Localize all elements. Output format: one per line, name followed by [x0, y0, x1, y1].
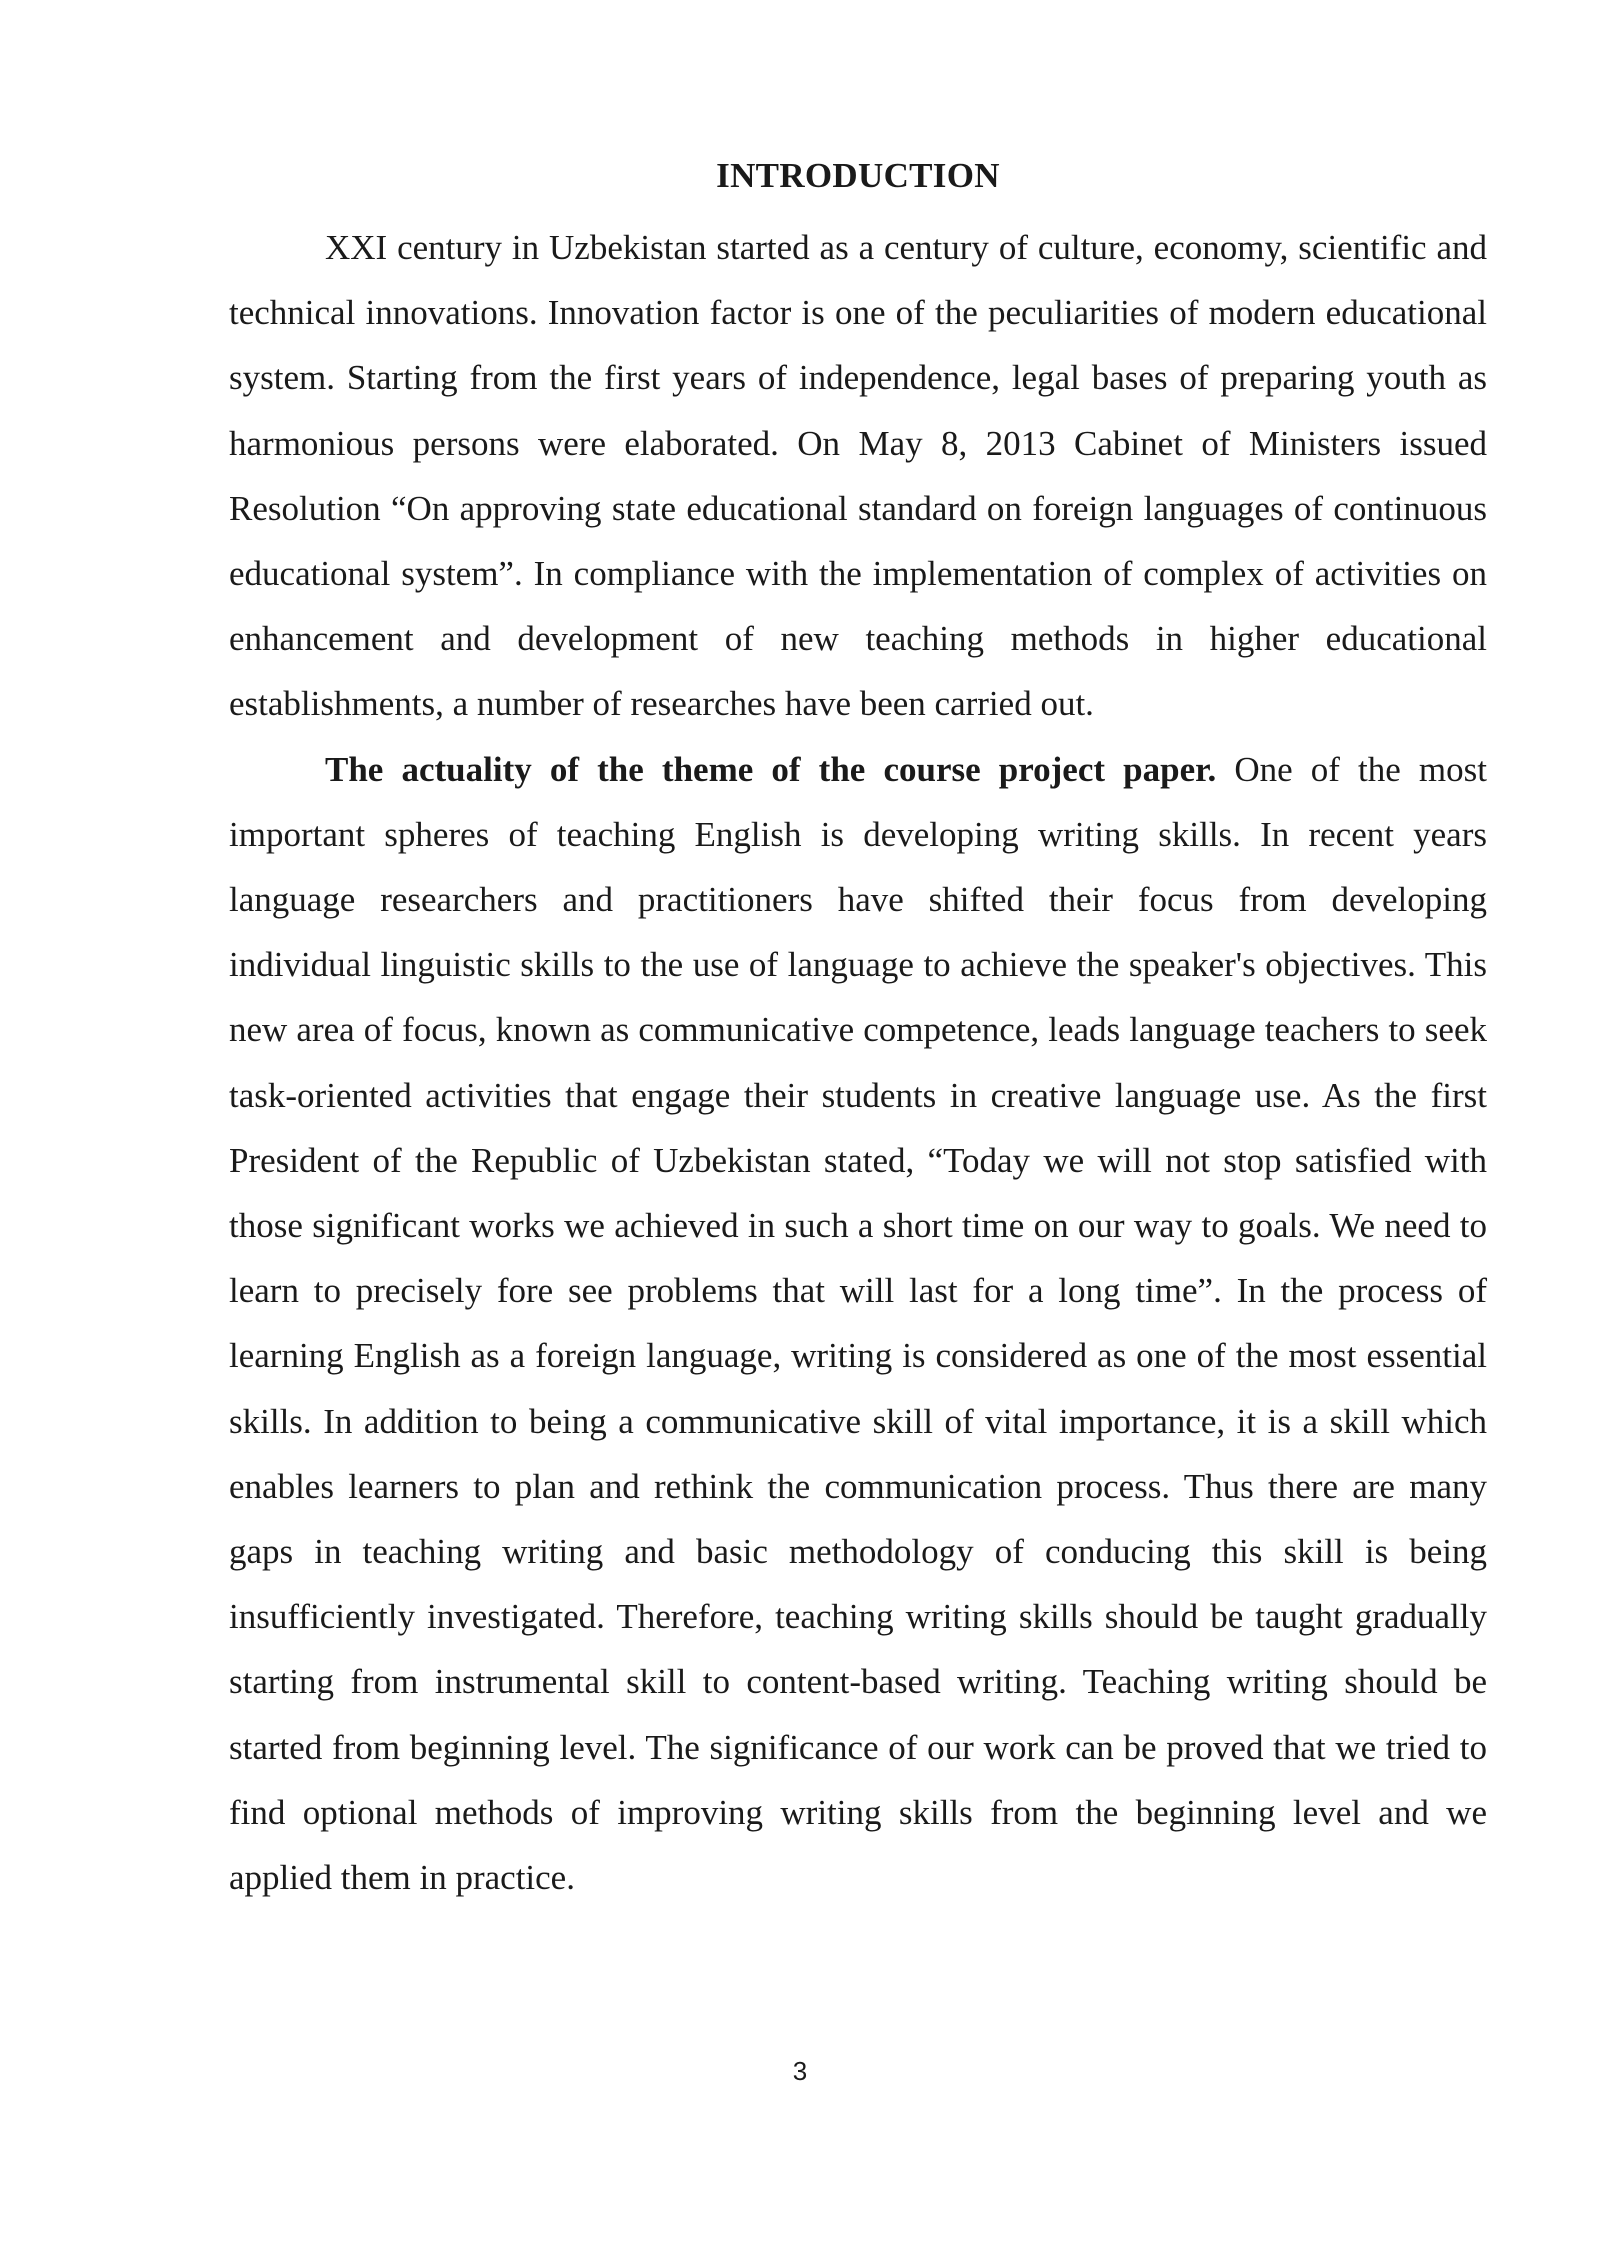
paragraph-actuality-lead: The actuality of the theme of the course project paper. — [325, 749, 1217, 789]
paragraph-intro — [229, 215, 1487, 737]
paragraph-actuality — [229, 737, 1487, 1911]
paragraph-actuality-text: One of the most important spheres of teaching English is developing writing skills. In recent years language researchers and practitioners have shifted their focus from developing individual linguistic skills to the use of language to achieve the speaker's objectives. This new area of focus, known as communicative competence, leads language teachers to seek task-oriented activities that engage their students in creative language use. As the first President of the Republic of Uzbekistan stated, “Today we will not stop satisfied with those significant works we achieved in such a short time on our way to goals. We need to learn to precisely fore see problems that will last for a long time”. In the process of learning English as a foreign language, writing is considered as one of the most essential skills. In addition to being a communicative skill of vital importance, it is a skill which enables learners to plan and rethink the communication process. Thus there are many gaps in teaching writing and basic methodology of conducing this skill is being insufficiently investigated. Therefore, teaching writing skills should be taught gradually starting from instrumental skill to content-based writing. Teaching writing should be started from beginning level. The significance of our work can be proved that we tried to find optional methods of improving writing skills from the beginning level and we applied them in practice. — [229, 749, 1488, 1898]
page-number: 3 — [792, 2056, 808, 2086]
paragraph-intro-text: XXI century in Uzbekistan started as a century of culture, economy, scientific and technical innovations. Innovation factor is one of the peculiarities of modern educational system. Starting from the first years of independence, legal bases of preparing youth as harmonious persons were elaborated. On May 8, 2013 Cabinet of Ministers issued Resolution “On approving state educational standard on foreign languages of continuous educational system”. In compliance with the implementation of complex of activities on enhancement and development of new teaching methods in higher educational establishments, a number of researches have been carried out. — [229, 228, 1487, 724]
document-page — [229, 150, 1487, 1910]
section-heading: INTRODUCTION — [716, 156, 1000, 195]
